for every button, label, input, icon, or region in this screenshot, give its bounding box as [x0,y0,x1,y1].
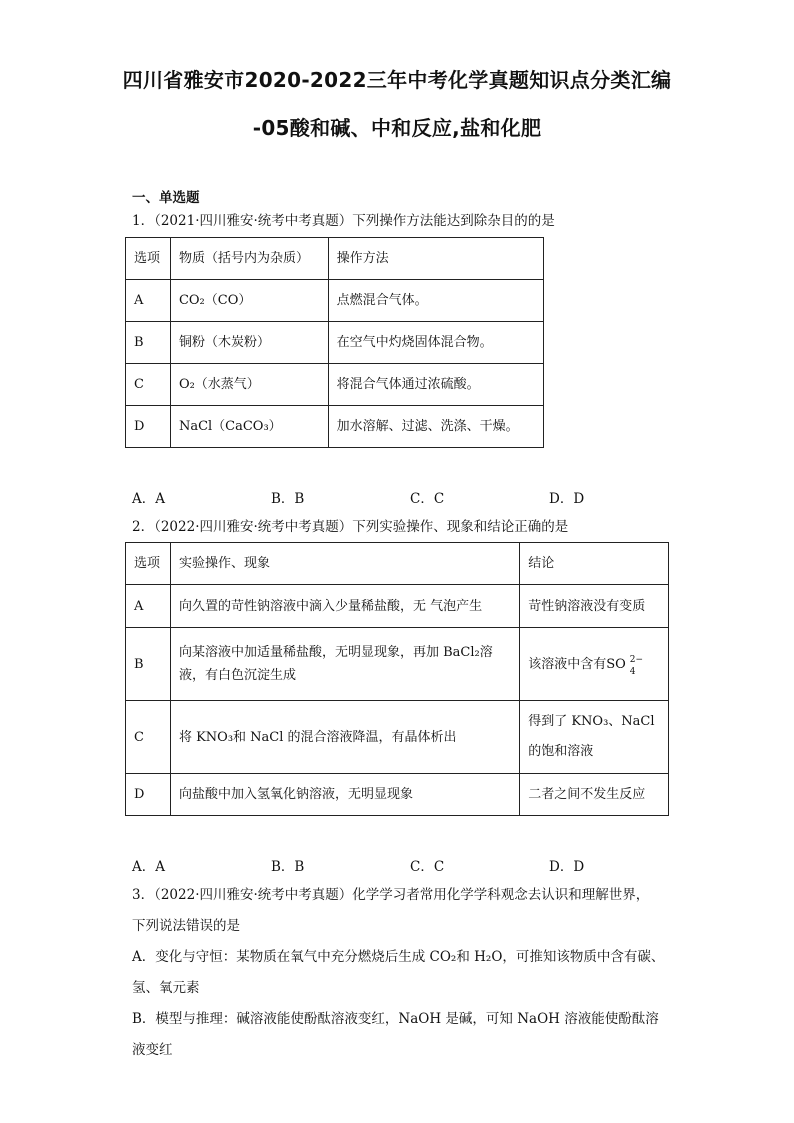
header-cell: 操作方法 [328,238,543,280]
option-cell: C [126,701,171,774]
choice-d[interactable]: D．D [549,859,585,875]
choice-a[interactable]: A．A [132,491,165,507]
conclusion-cell: 二者之间不发生反应 [520,774,669,816]
option-cell: A [126,585,171,628]
option-cell: B [126,628,171,701]
substance-cell: CO₂（CO） [170,280,328,322]
conclusion-text: 该溶液中含有SO [528,656,626,672]
table-row [126,585,669,628]
method-cell: 点燃混合气体。 [328,280,543,322]
section-heading: 一、单选题 [132,190,200,206]
substance-cell: NaCl（CaCO₃） [170,406,328,448]
operation-line: 液，有白色沉淀生成 [178,668,296,683]
header-cell: 物质（括号内为杂质） [170,238,328,280]
ion-charge: 2− [629,654,644,665]
choice-a[interactable]: A．A [132,859,165,875]
method-cell: 将混合气体通过浓硫酸。 [328,364,543,406]
table-row [126,406,544,448]
question-3-option-b-line1: B．模型与推理：碱溶液能使酚酞溶液变红，NaOH 是碱，可知 NaOH 溶液能使酚酞溶 [132,1011,659,1027]
operation-cell: 向盐酸中加入氢氧化钠溶液，无明显现象 [170,774,519,816]
question-3-option-a-line1: A．变化与守恒：某物质在氧气中充分燃烧后生成 CO₂和 H₂O，可推知该物质中含有碳、 [132,949,665,965]
sulfate-ion-charge [626,654,644,677]
choice-b[interactable]: B．B [271,859,305,875]
question-2-stem: 2．（2022·四川雅安·统考中考真题）下列实验操作、现象和结论正确的是 [132,519,569,535]
operation-line: 向某溶液中加适量稀盐酸，无明显现象，再加 BaCl₂溶 [178,645,493,660]
question-1-table [125,237,544,448]
conclusion-cell [520,628,669,701]
method-cell: 加水溶解、过滤、洗涤、干燥。 [328,406,543,448]
conclusion-cell: 苛性钠溶液没有变质 [520,585,669,628]
choice-d[interactable]: D．D [549,491,585,507]
header-cell: 结论 [520,543,669,585]
header-cell: 选项 [126,543,171,585]
table-row [126,364,544,406]
header-cell: 实验操作、现象 [170,543,519,585]
choice-c[interactable]: C．C [410,859,445,875]
conclusion-cell [520,701,669,774]
question-3-option-a-line2: 氢、氧元素 [132,980,200,996]
substance-cell: 铜粉（木炭粉） [170,322,328,364]
table-row [126,701,669,774]
table-row [126,322,544,364]
option-cell: C [126,364,171,406]
option-cell: A [126,280,171,322]
table-header-row [126,238,544,280]
operation-cell: 将 KNO₃和 NaCl 的混合溶液降温，有晶体析出 [170,701,519,774]
option-cell: D [126,774,171,816]
choice-b[interactable]: B．B [271,491,305,507]
option-cell: B [126,322,171,364]
question-2-table [125,542,669,816]
header-cell: 选项 [126,238,171,280]
conclusion-line: 的饱和溶液 [528,744,594,759]
table-row [126,774,669,816]
table-row [126,628,669,701]
table-header-row [126,543,669,585]
question-3-stem-line1: 3．（2022·四川雅安·统考中考真题）化学学习者常用化学学科观念去认识和理解世界， [132,887,650,903]
substance-cell: O₂（水蒸气） [170,364,328,406]
method-cell: 在空气中灼烧固体混合物。 [328,322,543,364]
ion-subscript: 4 [629,666,636,677]
table-row [126,280,544,322]
document-title-line2: -05酸和碱、中和反应,盐和化肥 [252,116,542,140]
question-1-stem: 1．（2021·四川雅安·统考中考真题）下列操作方法能达到除杂目的的是 [132,213,555,229]
conclusion-line: 得到了 KNO₃、NaCl [528,714,655,729]
operation-cell [170,628,519,701]
choice-c[interactable]: C．C [410,491,445,507]
question-3-option-b-line2: 液变红 [132,1042,173,1058]
option-cell: D [126,406,171,448]
question-3-stem-line2: 下列说法错误的是 [132,918,240,934]
question-3 [132,880,672,1066]
document-title-line1: 四川省雅安市2020-2022三年中考化学真题知识点分类汇编 [122,68,672,92]
operation-cell: 向久置的苛性钠溶液中滴入少量稀盐酸，无 气泡产生 [170,585,519,628]
